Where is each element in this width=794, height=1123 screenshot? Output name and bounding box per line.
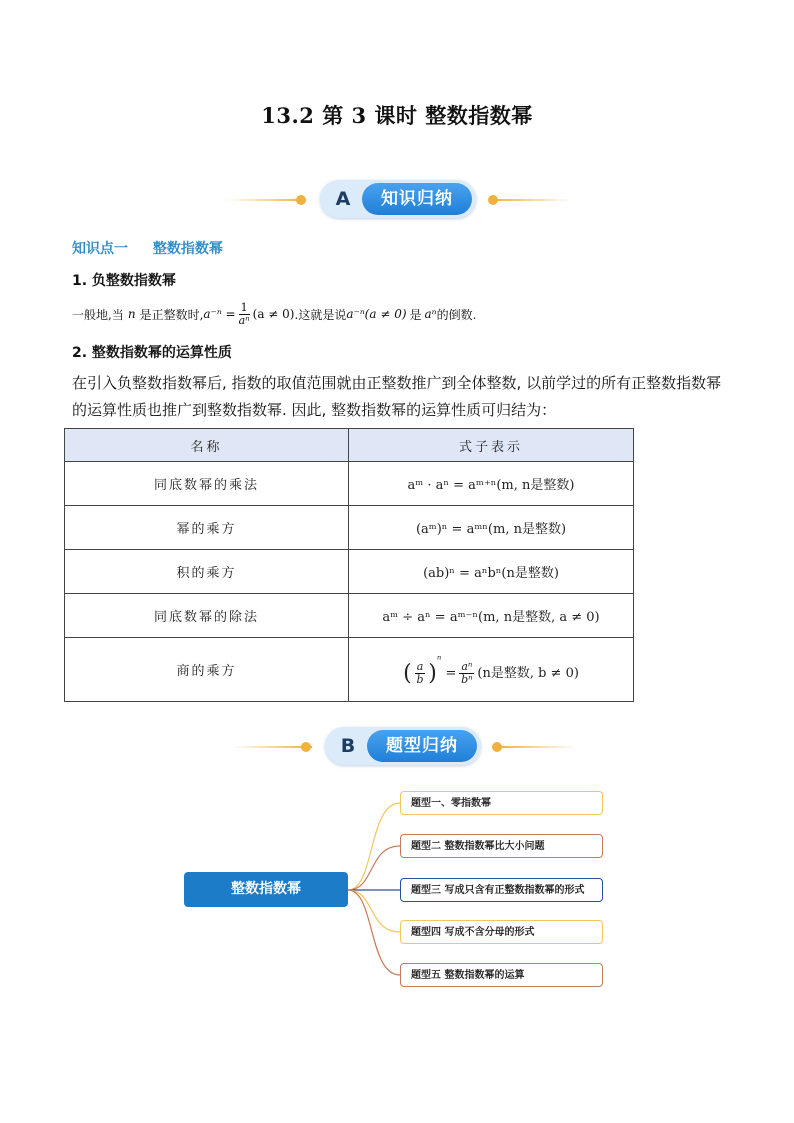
section-a-banner bbox=[0, 180, 794, 220]
banner-pill bbox=[325, 727, 481, 765]
rule-name: 同底数幂的乘法 bbox=[65, 462, 349, 506]
mindmap-branch: 题型三 写成只含有正整数指数幂的形式 bbox=[400, 878, 603, 902]
rules-paragraph: 在引入负整数指数幂后, 指数的取值范围就由正整数推广到全体整数, 以前学过的所有正整数指数幂的运算性质也推广到整数指数幂. 因此, 整数指数幂的运算性质可归结为： bbox=[72, 374, 722, 419]
banner-line-left bbox=[232, 746, 312, 748]
mindmap-branch: 题型五 整数指数幂的运算 bbox=[400, 963, 603, 987]
def-is: 是 bbox=[409, 307, 422, 322]
def-that-is: .这就是说 bbox=[294, 307, 347, 322]
def-frac-num: 1 bbox=[240, 300, 248, 314]
section-letter: B bbox=[340, 735, 356, 757]
rules-table bbox=[64, 428, 634, 702]
table-row bbox=[65, 594, 634, 638]
mindmap-branch: 题型一、零指数幂 bbox=[400, 791, 603, 815]
banner-pill bbox=[320, 180, 476, 218]
table-row bbox=[65, 638, 634, 702]
banner-line-right bbox=[492, 199, 572, 201]
heading-negative-exponent: 1. 负整数指数幂 bbox=[72, 273, 176, 289]
table-header-formula: 式子表示 bbox=[349, 429, 634, 462]
rule-name: 商的乘方 bbox=[65, 638, 349, 702]
rule-formula: (aᵐ)ⁿ = aᵐⁿ(m, n是整数) bbox=[349, 506, 634, 550]
def-frac-den: aⁿ bbox=[238, 313, 250, 327]
rule-formula: aᵐ ÷ aⁿ = aᵐ⁻ⁿ(m, n是整数, a ≠ 0) bbox=[349, 594, 634, 638]
knowledge-point-name: 整数指数幂 bbox=[152, 241, 223, 257]
heading-operation-rules: 2. 整数指数幂的运算性质 bbox=[72, 345, 232, 361]
banner-line-left bbox=[226, 199, 306, 201]
table-header-name: 名称 bbox=[65, 429, 349, 462]
mindmap-connectors bbox=[0, 780, 794, 1000]
rule-formula: (ab)ⁿ = aⁿbⁿ(n是整数) bbox=[349, 550, 634, 594]
section-letter: A bbox=[335, 188, 351, 210]
section-b-banner bbox=[0, 727, 794, 767]
banner-line-right bbox=[497, 746, 577, 748]
rule-formula: aᵐ · aⁿ = aᵐ⁺ⁿ(m, n是整数) bbox=[349, 462, 634, 506]
banner-dot-left bbox=[296, 195, 306, 205]
section-label: 知识归纳 bbox=[362, 183, 472, 215]
def-fraction bbox=[239, 302, 250, 327]
def-reciprocal: 的倒数. bbox=[436, 307, 477, 322]
connector-2 bbox=[348, 846, 400, 890]
mindmap-branch: 题型二 整数指数幂比大小问题 bbox=[400, 834, 603, 858]
table-row bbox=[65, 550, 634, 594]
quotient-frac-right: $\frac{\text{aⁿ}}{\text{bⁿ}}$ bbox=[461, 660, 473, 686]
banner-dot-left bbox=[301, 742, 311, 752]
knowledge-point-heading bbox=[72, 238, 243, 258]
connector-4 bbox=[348, 890, 400, 932]
connector-5 bbox=[348, 890, 400, 975]
mindmap-root: 整数指数幂 bbox=[184, 872, 348, 907]
table-row bbox=[65, 506, 634, 550]
knowledge-point-label: 知识点一 bbox=[72, 241, 128, 257]
def-cond: (a ≠ 0) bbox=[252, 307, 295, 321]
rule-name: 同底数幂的除法 bbox=[65, 594, 349, 638]
rule-name: 幂的乘方 bbox=[65, 506, 349, 550]
def-lhs: a⁻ⁿ = bbox=[203, 307, 236, 321]
page-title: 13.2 第 3 课时 整数指数幂 bbox=[261, 103, 533, 128]
definition-line bbox=[72, 300, 476, 328]
def-intro: 一般地,当 bbox=[72, 307, 124, 322]
table-row bbox=[65, 462, 634, 506]
mindmap-branch: 题型四 写成不含分母的形式 bbox=[400, 920, 603, 944]
quotient-frac-left: $\frac{a}{b}$ bbox=[416, 660, 424, 686]
rule-formula-quotient: ( $\frac{a}{b}$ )$^{^n}$ = $\frac{\text{aⁿ}}{\text{bⁿ}}$ (n是整数, b ≠ 0) bbox=[349, 638, 634, 702]
def-var-n: n bbox=[127, 307, 136, 321]
def-term2: aⁿ bbox=[424, 307, 437, 321]
section-label: 题型归纳 bbox=[367, 730, 477, 762]
def-term1: a⁻ⁿ(a ≠ 0) bbox=[346, 307, 407, 321]
def-positive-int: 是正整数时, bbox=[139, 307, 204, 322]
table-header-row bbox=[65, 429, 634, 462]
rule-name: 积的乘方 bbox=[65, 550, 349, 594]
